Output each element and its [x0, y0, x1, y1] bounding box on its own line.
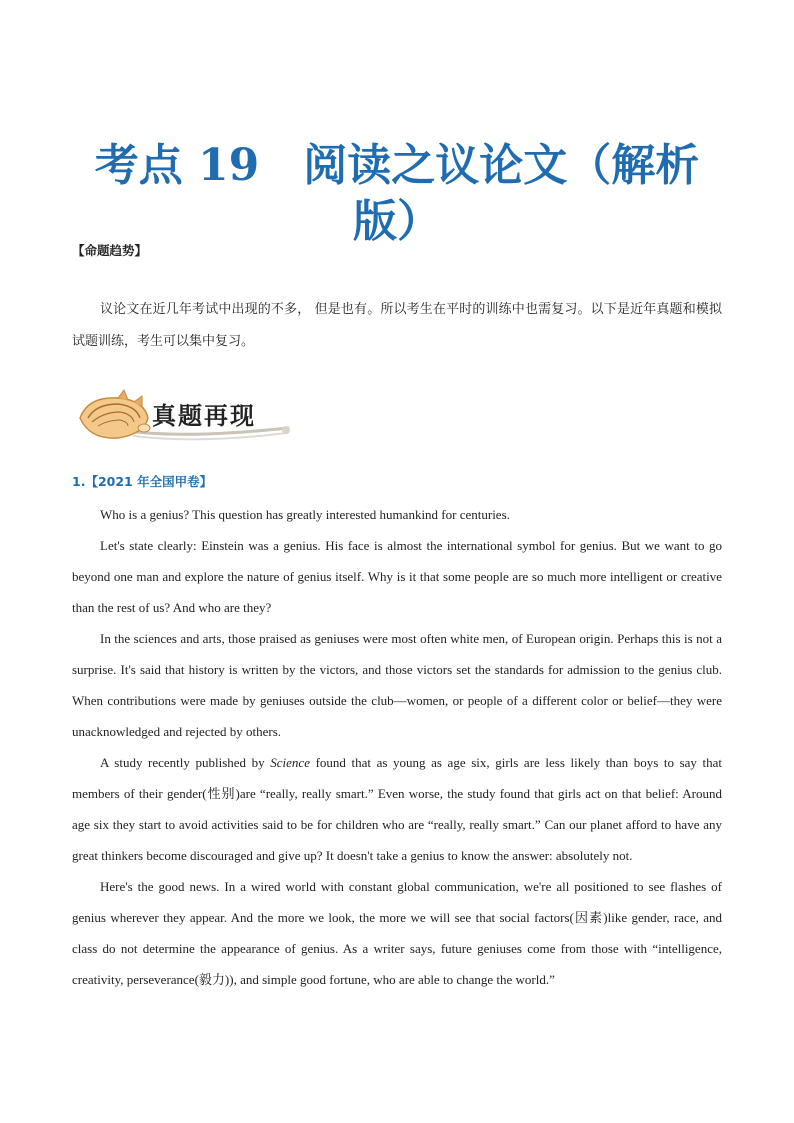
- conch-shell-icon: [74, 388, 154, 446]
- page-title: [70, 138, 724, 250]
- reading-passage: [72, 499, 722, 995]
- passage-paragraph-2: Let's state clearly: Einstein was a genius. His face is almost the international symbol for genius. But we want to go beyond one man and explore the nature of genius itself. Why is it that some people are so much more intelligent or creative than the rest of us? And who are they?: [72, 538, 722, 615]
- passage-paragraph-5: Here's the good news. In a wired world with constant global communication, we're all positioned to see flashes of genius wherever they appear. And the more we look, the more we will see that social factors(因素)like gender, race, and class do not determine the appearance of genius. As a writer says, future geniuses come from those with “intelligence, creativity, perseverance(毅力)), and simple good fortune, who are able to change the world.”: [72, 879, 722, 987]
- page-title-line-1: 考点 19 阅读之议论文（解析: [94, 140, 700, 191]
- trend-body: 议论文在近几年考试中出现的不多， 但是也有。所以考生在平时的训练中也需复习。以下是近年真题和模拟试题训练，考生可以集中复习。: [72, 302, 722, 349]
- trend-heading: 【命题趋势】: [72, 243, 148, 258]
- passage-paragraph-4: [72, 747, 722, 871]
- question-heading: 1.【2021 年全国甲卷】: [72, 474, 213, 489]
- page-title-line-2: 版）: [353, 196, 441, 247]
- passage-p4-pre: A study recently published by: [100, 755, 271, 770]
- section-banner: [74, 388, 294, 446]
- passage-paragraph-3: In the sciences and arts, those praised as geniuses were most often white men, of European origin. Perhaps this is not a surprise. It's said that history is written by the victors, and those victors set the standards for admission to the genius club. When contributions were made by geniuses outside the club—women, or people of a different color or belief—they were unacknowledged and rejected by others.: [72, 631, 722, 739]
- passage-p4-italic: Science: [270, 755, 310, 770]
- banner-label: 真题再现: [152, 401, 256, 430]
- passage-p4-post: found that as young as age six, girls are less likely than boys to say that members of their gender(性别)are “really, really smart.” Even worse, the study found that girls act on that belief: Around age six they start to avoid activities said to be for children who are “really, really smart.” Can our planet afford to have any great thinkers become discouraged and give up? It doesn't take a genius to know the answer: absolutely not.: [72, 755, 722, 863]
- passage-paragraph-1: Who is a genius? This question has greatly interested humankind for centuries.: [100, 507, 510, 522]
